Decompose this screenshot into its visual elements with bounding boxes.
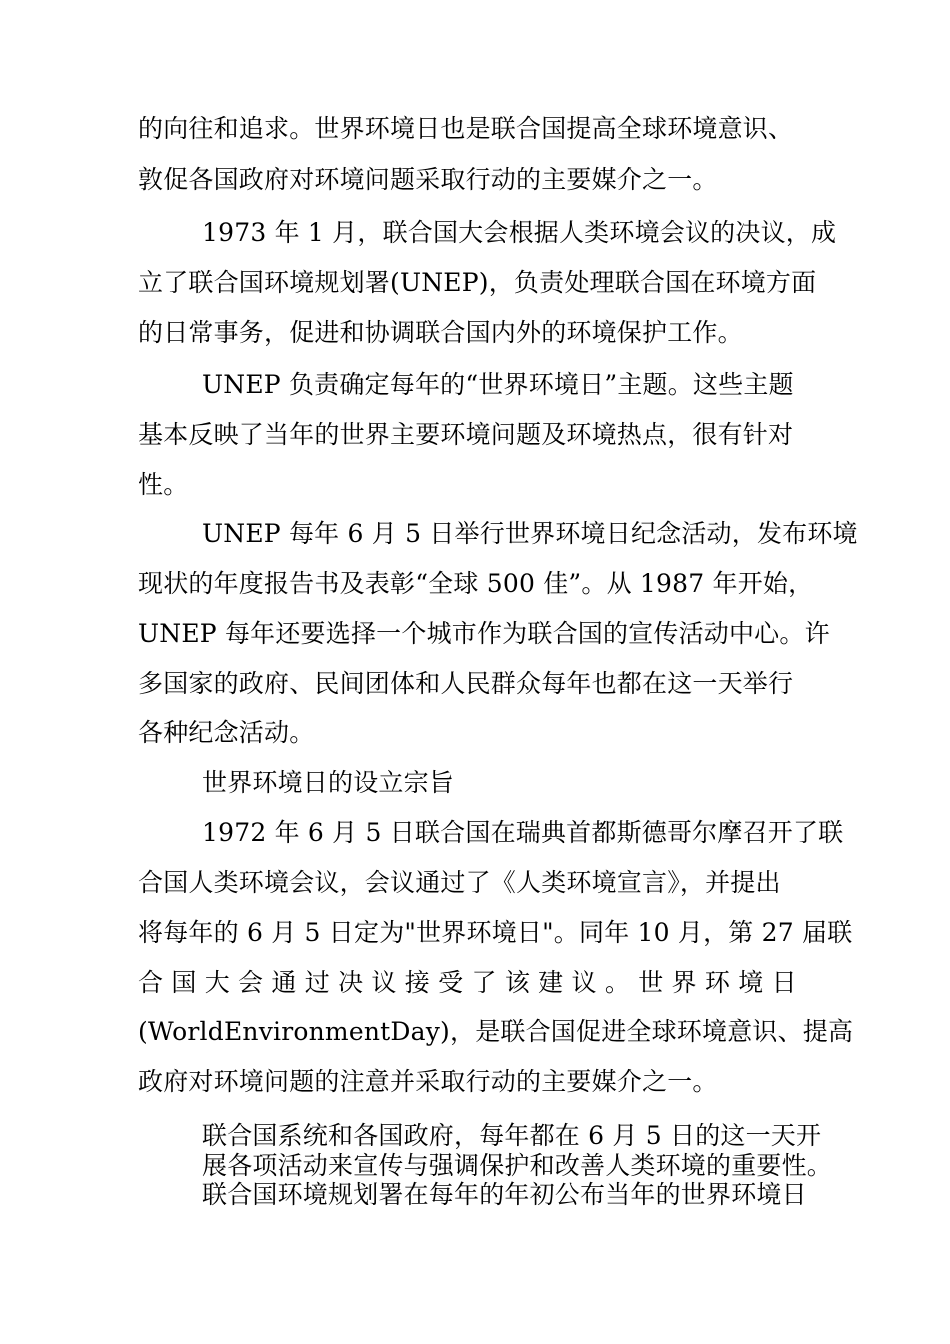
paragraph-line: 1972 年 6 月 5 日联合国在瑞典首都斯德哥尔摩召开了联 — [202, 818, 844, 847]
paragraph-line: 现状的年度报告书及表彰“全球 500 佳”。从 1987 年开始， — [138, 569, 814, 598]
paragraph-line: 各种纪念活动。 — [138, 718, 315, 747]
paragraph-line: 敦促各国政府对环境问题采取行动的主要媒介之一。 — [138, 165, 718, 194]
paragraph-line: 1973 年 1 月，联合国大会根据人类环境会议的决议，成 — [202, 218, 837, 247]
paragraph-line: 合国人类环境会议，会议通过了《人类环境宣言》，并提出 — [138, 868, 781, 897]
paragraph-line: 基本反映了当年的世界主要环境问题及环境热点，很有针对 — [138, 420, 794, 449]
paragraph-line: 的日常事务，促进和协调联合国内外的环境保护工作。 — [138, 318, 743, 347]
paragraph-line: 的向往和追求。世界环境日也是联合国提高全球环境意识、 — [138, 114, 794, 143]
section-heading: 世界环境日的设立宗旨 — [202, 768, 455, 797]
paragraph-line: (WorldEnvironmentDay)，是联合国促进全球环境意识、提高 — [138, 1017, 854, 1046]
paragraph-line: UNEP 每年 6 月 5 日举行世界环境日纪念活动，发布环境 — [202, 519, 858, 548]
paragraph-line: 联合国系统和各国政府，每年都在 6 月 5 日的这一天开 — [202, 1121, 822, 1150]
paragraph-line: 合 国 大 会 通 过 决 议 接 受 了 该 建 议 。 世 界 环 境 日 — [138, 968, 797, 997]
paragraph-line: 政府对环境问题的注意并采取行动的主要媒介之一。 — [138, 1067, 718, 1096]
paragraph-line: 展各项活动来宣传与强调保护和改善人类环境的重要性。 — [202, 1151, 833, 1180]
paragraph-line: 多国家的政府、民间团体和人民群众每年也都在这一天举行 — [138, 669, 794, 698]
paragraph-line: 性。 — [138, 470, 189, 499]
paragraph-line: 联合国环境规划署在每年的年初公布当年的世界环境日 — [202, 1180, 807, 1209]
paragraph-line: 立了联合国环境规划署(UNEP)，负责处理联合国在环境方面 — [138, 268, 817, 297]
paragraph-line: UNEP 负责确定每年的“世界环境日”主题。这些主题 — [202, 370, 794, 399]
paragraph-line: UNEP 每年还要选择一个城市作为联合国的宣传活动中心。许 — [138, 619, 830, 648]
paragraph-line: 将每年的 6 月 5 日定为"世界环境日"。同年 10 月，第 27 届联 — [138, 918, 853, 947]
